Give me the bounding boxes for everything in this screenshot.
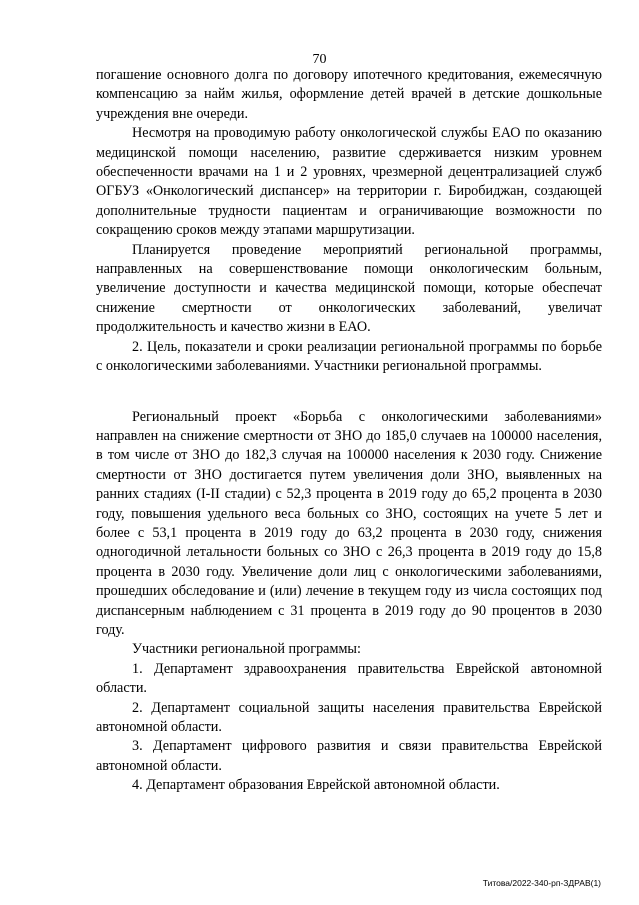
document-body [96, 66, 602, 796]
paragraph-oncology-service: Несмотря на проводимую работу онкологической службы ЕАО по оказанию медицинской помощи населению, развитие сдерживается низким уровнем обеспеченности врачами на 1 и 2 уровнях, чрезмерной децентрализацией служб ОГБУЗ «Онкологический диспансер» на территории г. Биробиджан, создающей дополнительные трудности пациентам и ограничивающие возможности по сокращению сроков между этапами маршрутизации. [96, 125, 602, 239]
paragraph-regional-project: Региональный проект «Борьба с онкологическими заболеваниями» направлен на снижение смертности от ЗНО до 185,0 случаев на 100000 населения, в том числе от ЗНО до 182,3 случая на 100000 населения к 2030 году. Снижение смертности от ЗНО достигается путем увеличения доли ЗНО, выявленных на ранних стадиях (I-II стадии) с 52,3 процента в 2019 году до 65,2 процента в 2030 году, повышения удельного веса больных со ЗНО, состоящих на учете 5 лет и более с 53,1 процента в 2019 году до 63,2 процента в 2030 году, снижения одногодичной летальности больных со ЗНО с 26,3 процента в 2019 году до 15,8 процента в 2030 году. Увеличение доли лиц с онкологическими заболеваниями, прошедших обследование и (или) лечение в текущем году из числа состоящих под диспансерным наблюдением с 31 процента в 2019 году до 90 процентов в 2030 году. [96, 408, 602, 638]
blank-spacer [96, 377, 602, 408]
participants-heading: Участники региональной программы: [132, 641, 361, 658]
paragraph-continuation: погашение основного долга по договору ипотечного кредитования, ежемесячную компенсацию за найм жилья, оформление детей врачей в детские дошкольные учреждения вне очереди. [96, 67, 602, 122]
section-heading-goals: 2. Цель, показатели и сроки реализации региональной программы по борьбе с онкологическими заболеваниями. Участники региональной программы. [96, 338, 602, 375]
document-reference-code: Титова/2022-340-рп-ЗДРАВ(1) [482, 878, 601, 888]
participant-item: 2. Департамент социальной защиты населения правительства Еврейской автономной области. [96, 699, 602, 735]
participant-item: 1. Департамент здравоохранения правительства Еврейской автономной области. [96, 660, 602, 697]
participant-item: 3. Департамент цифрового развития и связи правительства Еврейской автономной области. [96, 738, 602, 774]
paragraph-planned-measures: Планируется проведение мероприятий региональной программы, направленных на совершенствование помощи онкологическим больным, увеличение доступности и качества медицинской помощи, которые обеспечат снижение смертности от онкологических заболеваний, увеличат продолжительность и качество жизни в ЕАО. [96, 241, 602, 336]
page-number: 70 [312, 52, 327, 67]
participant-item: 4. Департамент образования Еврейской автономной области. [132, 777, 500, 794]
